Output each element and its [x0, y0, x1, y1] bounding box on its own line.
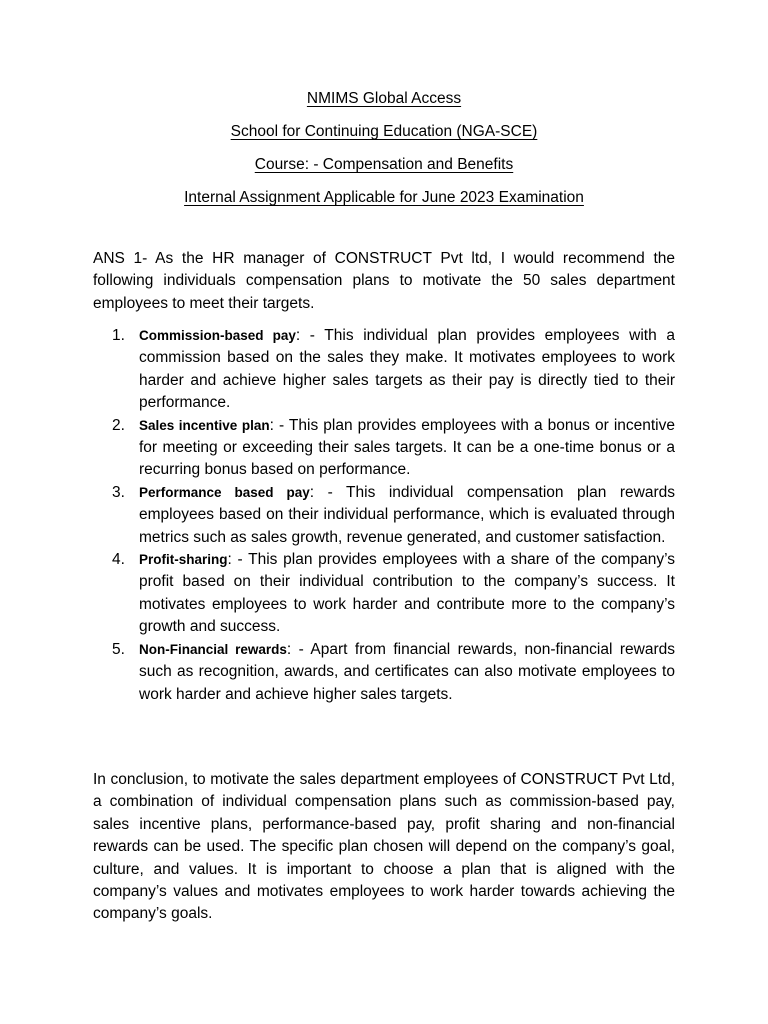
list-item [93, 639, 675, 706]
course-title: Course: - Compensation and Benefits [254, 156, 514, 173]
list-item-text: : - This plan provides employees with a share of the company’s profit based on their individual contribution to the company’s success. It motivates employees to work harder and contribute more to the company’s growth and success. [139, 551, 675, 636]
conclusion-paragraph: In conclusion, to motivate the sales department employees of CONSTRUCT Pvt Ltd, a combination of individual compensation plans such as commission-based pay, sales incentive plans, performance-based pay, profit sharing and non-financial rewards can be used. The specific plan chosen will depend on the company’s goal, culture, and values. It is important to choose a plan that is aligned with the company’s values and motivates employees to work harder towards achieving the company’s goals. [93, 771, 675, 923]
list-item-term: Non-Financial rewards [139, 641, 287, 657]
list-item [93, 482, 675, 549]
list-item-number: 3. [112, 483, 125, 501]
school-title: School for Continuing Education (NGA-SCE) [230, 123, 538, 140]
header-line-course [0, 154, 768, 187]
list-item-term: Profit-sharing [139, 552, 228, 568]
list-item-number: 1. [112, 327, 125, 344]
list-item [93, 415, 675, 482]
list-item-number: 2. [112, 416, 125, 434]
list-item-number: 5. [112, 640, 125, 658]
list-item-text: : - This individual compensation plan rewards employees based on their individual performance, which is evaluated through metrics such as sales growth, revenue generated, and customer satisfaction. [139, 483, 676, 546]
list-item-text: : - Apart from financial rewards, non-financial rewards such as recognition, awards, and certificates can also motivate employees to work harder and achieve higher sales targets. [139, 640, 675, 703]
list-item-number: 4. [112, 551, 125, 569]
header-line-institution [0, 88, 768, 121]
institution-title: NMIMS Global Access [306, 90, 462, 107]
list-item-term: Commission-based pay [139, 328, 296, 343]
list-item-text: : - This individual plan provides employees with a commission based on the sales they make. It motivates employees to work harder and achieve higher sales targets as their pay is directly tied to their performance. [139, 327, 675, 412]
list-item [93, 325, 675, 415]
answer-intro-paragraph: ANS 1- As the HR manager of CONSTRUCT Pvt ltd, I would recommend the following individuals compensation plans to motivate the 50 sales department employees to meet their targets. [93, 250, 675, 312]
assignment-title: Internal Assignment Applicable for June 2023 Examination [184, 189, 584, 206]
list-item-term: Performance based pay [139, 484, 310, 500]
header-line-school [0, 121, 768, 154]
list-item [93, 549, 675, 639]
compensation-plans-list [93, 325, 675, 706]
header-line-assignment [0, 187, 768, 220]
list-item-term: Sales incentive plan [139, 417, 270, 433]
list-item-text: : - This plan provides employees with a bonus or incentive for meeting or exceeding their sales targets. It can be a one-time bonus or a recurring bonus based on performance. [139, 416, 675, 479]
document-header [0, 88, 768, 220]
